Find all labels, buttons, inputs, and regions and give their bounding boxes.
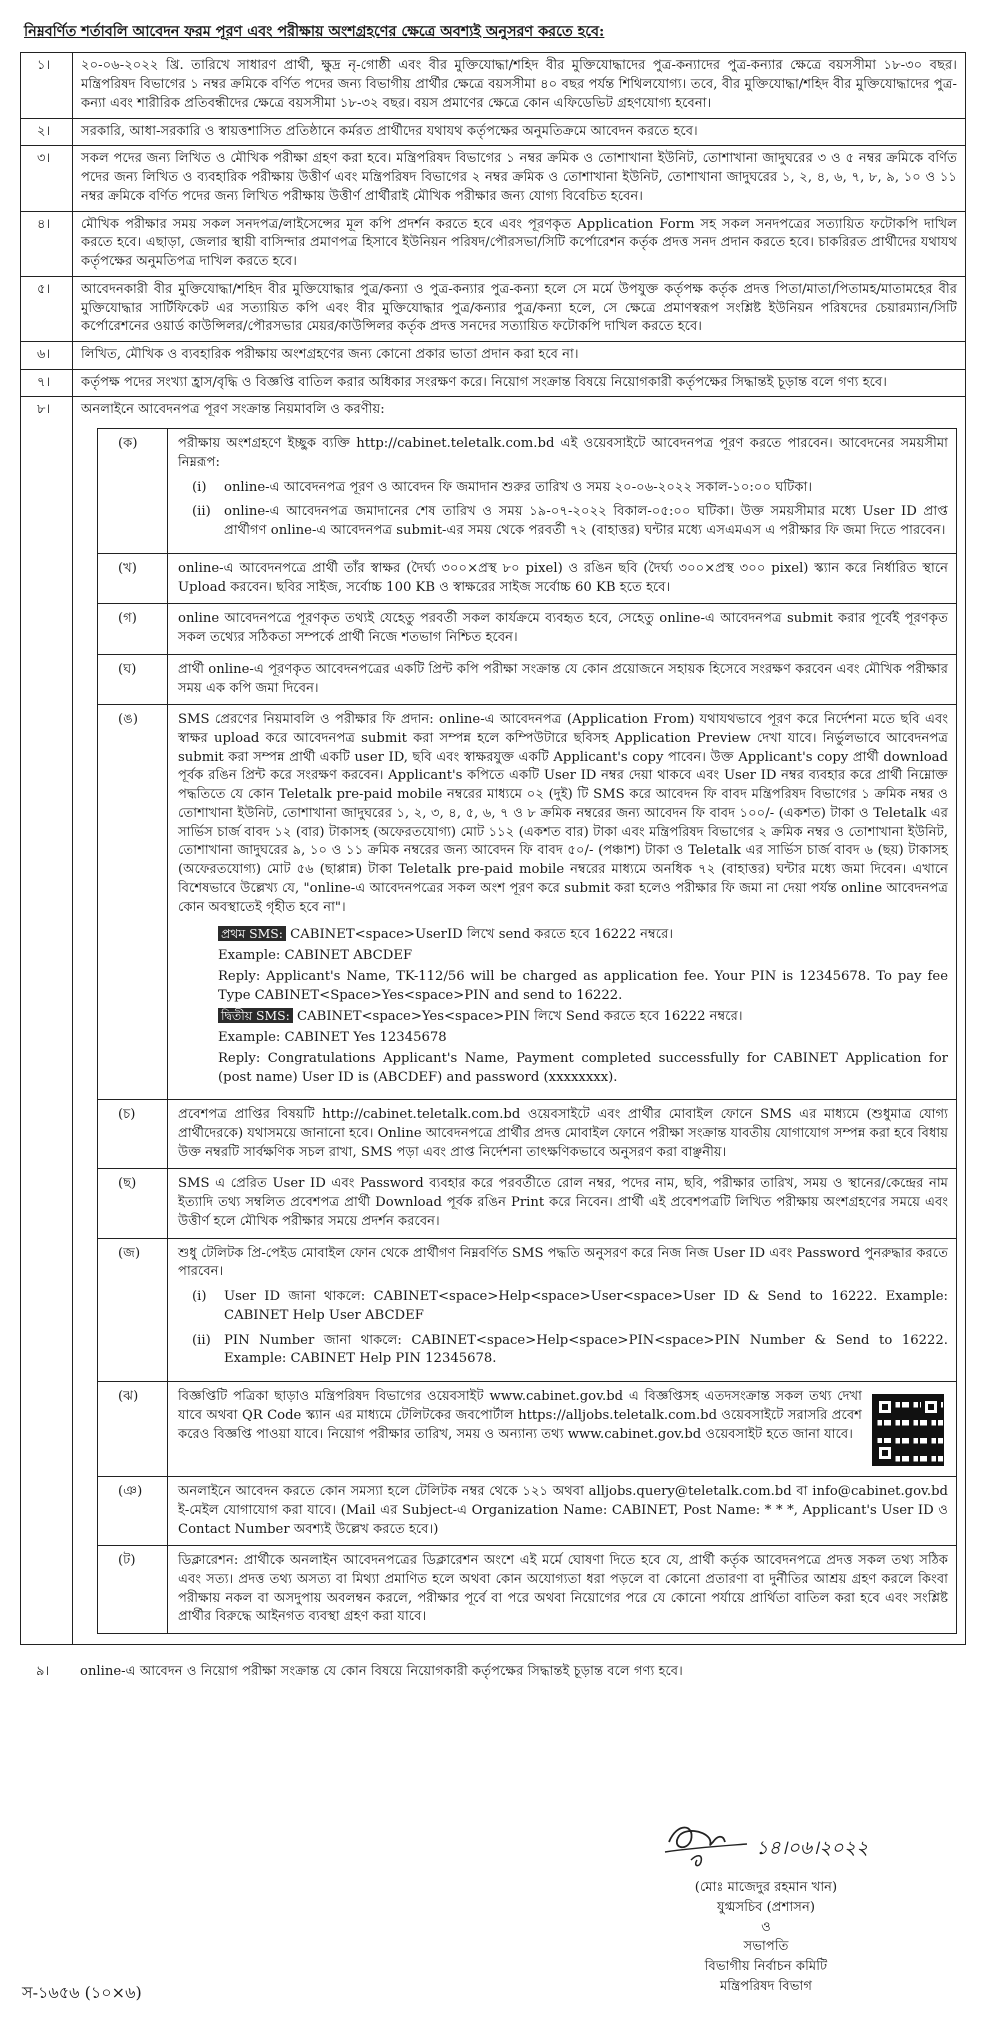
recovery-list bbox=[178, 1288, 948, 1369]
condition-text-wrapper bbox=[73, 397, 965, 1644]
condition-number: ৬। bbox=[21, 342, 73, 369]
rule-number: (ট) bbox=[98, 1546, 168, 1633]
rule-number: (ক) bbox=[98, 429, 168, 553]
online-rule-chha bbox=[98, 1169, 956, 1238]
condition-text: লিখিত, মৌখিক ও ব্যবহারিক পরীক্ষায় অংশগ্রহণের জন্য কোনো প্রকার ভাতা প্রদান করা হবে না। bbox=[81, 347, 579, 362]
deadline-text: online-এ আবেদনপত্র পূরণ ও আবেদন ফি জমাদান শুরুর তারিখ ও সময় ২০-০৬-২০২২ সকাল-১০:০০ ঘটিকা। bbox=[224, 479, 813, 495]
first-sms-line bbox=[218, 925, 948, 945]
signatory-committee: বিভাগীয় নির্বাচন কমিটি bbox=[704, 1959, 828, 1975]
rule-text: online আবেদনপত্রে পূরণকৃত তথ্যই যেহেতু পরবর্তী সকল কার্যক্রমে ব্যবহৃত হবে, সেহেতু online-এ আবেদনপত্র submit করার পূর্বেই পূরণকৃত সকল তথ্যের সঠিকতা সম্পর্কে প্রার্থী নিজে শতভাগ নিশ্চিত হবেন। bbox=[178, 611, 948, 646]
condition-text: অনলাইনে আবেদনপত্র পূরণ সংক্রান্ত নিয়মাবলি ও করণীয়: bbox=[81, 402, 385, 418]
online-rule-ja bbox=[98, 1239, 956, 1382]
rule-number: (ঘ) bbox=[98, 655, 168, 704]
rule-text: পরীক্ষায় অংশগ্রহণে ইচ্ছুক ব্যক্তি http://cabinet.teletalk.com.bd এই ওয়েবসাইটে আবেদনপত্র পূরণ করতে পারবেন। আবেদনের সময়সীমা নিম্নরূপ: bbox=[178, 436, 948, 470]
rule-number: (গ) bbox=[98, 604, 168, 653]
online-rules-table bbox=[97, 428, 957, 1634]
rule-number: (চ) bbox=[98, 1100, 168, 1168]
sms-instructions bbox=[218, 925, 948, 1087]
recovery-number: (i) bbox=[192, 1289, 207, 1305]
condition-text: সরকারি, আধা-সরকারি ও স্বায়ত্তশাসিত প্রতিষ্ঠানে কর্মরত প্রার্থীদের যথাযথ কর্তৃপক্ষের অনুমতিক্রমে আবেদন করতে হবে। bbox=[81, 123, 698, 139]
condition-number: ৪। bbox=[21, 212, 73, 276]
rule-text-wrapper bbox=[168, 705, 956, 1099]
rule-number: (ঝ) bbox=[98, 1382, 168, 1476]
online-rule-gha bbox=[98, 655, 956, 705]
deadline-number: (ii) bbox=[192, 504, 211, 520]
rule-text: প্রবেশপত্র প্রাপ্তির বিষয়টি http://cabinet.teletalk.com.bd ওয়েবসাইটে এবং প্রার্থীর মোবাইল ফোনে SMS এর মাধ্যমে (শুধুমাত্র যোগ্য প্রার্থীদেরকে) যথাসময়ে জানানো হবে। Online আবেদনপত্রে প্রার্থীর প্রদত্ত মোবাইল ফোনে পরীক্ষা সংক্রান্ত যাবতীয় যোগাযোগ সম্পন্ন করা হবে বিধায় উক্ত নম্বরটি সার্বক্ষণিক সচল রাখা, SMS পড়া এবং প্রাপ্ত নির্দেশনা তাৎক্ষণিকভাবে অনুসরণ করা বাঞ্ছনীয়। bbox=[178, 1107, 948, 1160]
condition-row-6 bbox=[21, 342, 965, 370]
qr-code-icon[interactable] bbox=[872, 1394, 944, 1466]
rule-text: online-এ আবেদনপত্রে প্রার্থী তাঁর স্বাক্ষর (দৈর্ঘ্য ৩০০×প্রস্থ ৮০ pixel) ও রঙিন ছবি (দৈর্ঘ্য ৩০০×প্রস্থ ৩০০ pixel) স্ক্যান করে নির্ধারিত স্থানে Upload করবেন। ছবির সাইজ, সর্বোচ্চ 100 KB ও স্বাক্ষরের সাইজ সর্বোচ্চ 60 KB হতে হবে। bbox=[178, 560, 948, 595]
signatory-department: মন্ত্রিপরিষদ বিভাগ bbox=[719, 1978, 813, 1994]
condition-number: ৮। bbox=[21, 397, 73, 1644]
rule-text: অনলাইনে আবেদন করতে কোন সমস্যা হলে টেলিটক নম্বর থেকে ১২১ অথবা alljobs.query@teletalk.com.bd বা info@cabinet.gov.bd ই-মেইল যোগাযোগ করা যাবে। (Mail এর Subject-এ Organization Name: CABINET, Post Name: * * *, Applicant's User ID ও Contact Number অবশ্যই উল্লেখ করতে হবে।) bbox=[178, 1484, 948, 1537]
condition-row-2 bbox=[21, 119, 965, 147]
conditions-heading: নিম্নবর্ণিত শর্তাবলি আবেদন ফরম পূরণ এবং পরীক্ষায় অংশগ্রহণের ক্ষেত্রে অবশ্যই অনুসরণ করতে হবে: bbox=[24, 23, 605, 40]
condition-text: online-এ আবেদন ও নিয়োগ পরীক্ষা সংক্রান্ত যে কোন বিষয়ে নিয়োগকারী কর্তৃপক্ষের সিদ্ধান্তই চূড়ান্ত বলে গণ্য হবে। bbox=[80, 1664, 683, 1680]
condition-row-7 bbox=[21, 370, 965, 398]
rule-number: (ছ) bbox=[98, 1169, 168, 1237]
rule-number: (খ) bbox=[98, 554, 168, 603]
deadline-list bbox=[178, 479, 948, 541]
rule-text: SMS প্রেরণের নিয়মাবলি ও পরীক্ষার ফি প্রদান: online-এ আবেদনপত্র (Application From) যথাযথভাবে পূরণ করে নির্দেশনা মতে ছবি এবং স্বাক্ষর upload করে আবেদনপত্র submit করা সম্পন্ন হলে কম্পিউটারে ছবিসহ Application Preview দেখা যাবে। নির্ভুলভাবে আবেদনপত্র submit করা সম্পন্ন প্রার্থী একটি user ID, ছবি এবং স্বাক্ষরযুক্ত একটি Applicant's copy পাবেন। উক্ত Applicant's copy প্রার্থী download পূর্বক রঙিন প্রিন্ট করে সংরক্ষণ করবেন। Applicant's কপিতে একটি User ID নম্বর দেয়া থাকবে এবং User ID নম্বর ব্যবহার করে প্রার্থী নিম্নোক্ত পদ্ধতিতে যে কোন Teletalk pre-paid mobile নম্বরের মাধ্যমে ০২ (দুই) টি SMS করে আবেদন ফি বাবদ মন্ত্রিপরিষদ বিভাগের ১ ক্রমিক নম্বর ও তোশাখানা ইউনিট, তোশাখানা জাদুঘরের ১, ২, ৩, ৪, ৫, ৬, ৭ ও ৮ ক্রমিক নম্বরের জন্য আবেদন ফি বাবদ ১০০/- (একশত) টাকা ও Teletalk এর সার্ভিস চার্জ বাবদ ১২ (বার) টাকাসহ (অফেরতযোগ্য) মোট ১১২ (একশত বার) টাকা এবং মন্ত্রিপরিষদ বিভাগের ২ ক্রমিক নম্বর ও তোশাখানা ইউনিট, তোশাখানা জাদুঘরের ৯, ১০ ও ১১ ক্রমিক নম্বরের জন্য আবেদন ফি বাবদ ৫০/- (পঞ্চাশ) টাকা ও Teletalk এর সার্ভিস চার্জ বাবদ ৬ (ছয়) টাকাসহ (অফেরতযোগ্য) মোট ৫৬ (ছাপ্পান্ন) টাকা Teletalk pre-paid mobile নম্বরের মাধ্যমে অনধিক ৭২ (বাহাত্তর) ঘন্টার মধ্যে জমা দিবেন। এখানে বিশেষভাবে উল্লেখ্য যে, "online-এ আবেদনপত্রের সকল অংশ পূরণ করে submit করা হলেও পরীক্ষার ফি জমা না দেয়া পর্যন্ত online আবেদনপত্র কোন অবস্থাতেই গৃহীত হবে না"। bbox=[178, 712, 948, 915]
online-rule-cha bbox=[98, 1100, 956, 1169]
condition-row-5 bbox=[21, 277, 965, 342]
condition-text: সকল পদের জন্য লিখিত ও মৌখিক পরীক্ষা গ্রহণ করা হবে। মন্ত্রিপরিষদ বিভাগের ১ নম্বর ক্রমিক ও তোশাখানা ইউনিট, তোশাখানা জাদুঘরের ৩ ও ৫ নম্বর ক্রমিকে বর্ণিত পদের জন্য লিখিত ও ব্যবহারিক পরীক্ষায় উত্তীর্ণ এবং মন্ত্রিপরিষদ বিভাগের ২ নম্বর ক্রমিক ও তোশাখানা ইউনিট, তোশাখানা জাদুঘরের ১, ২, ৪, ৬, ৭, ৮, ৯, ১০ ও ১১ নম্বর ক্রমিকে বর্ণিত পদের জন্য লিখিত পরীক্ষায় উত্তীর্ণ প্রার্থীরাই মৌখিক পরীক্ষার জন্য যোগ্য বিবেচিত হবেন। bbox=[81, 151, 957, 204]
condition-text: মৌখিক পরীক্ষার সময় সকল সনদপত্র/লাইসেন্সের মূল কপি প্রদর্শন করতে হবে এবং পূরণকৃত Application Form সহ সকল সনদপত্রের সত্যায়িত ফটোকপি দাখিল করতে হবে। এছাড়া, জেলার স্থায়ী বাসিন্দার প্রমাণপত্র হিসাবে ইউনিয়ন পরিষদ/পৌরসভা/সিটি কর্পোরেশন কর্তৃক প্রদত্ত সনদ প্রদান করতে হবে। চাকরিরত প্রার্থীদের যথাযথ কর্তৃপক্ষের অনুমতিপত্র দাখিল করতে হবে। bbox=[81, 216, 957, 270]
rule-number: (ঙ) bbox=[98, 705, 168, 1099]
condition-number: ১। bbox=[21, 53, 73, 117]
first-sms-label: প্রথম SMS: bbox=[218, 926, 286, 941]
rule-number: (ঞ) bbox=[98, 1477, 168, 1545]
rule-text: বিজ্ঞপ্তিটি পত্রিকা ছাড়াও মন্ত্রিপরিষদ বিভাগের ওয়েবসাইট www.cabinet.gov.bd এ বিজ্ঞপ্তিসহ এতদসংক্রান্ত সকল তথ্য দেখা যাবে অথবা QR Code স্ক্যান এর মাধ্যমে টেলিটকের জবপোর্টাল https://alljobs.teletalk.com.bd ওয়েবসাইটে সরাসরি প্রবেশ করেও বিজ্ঞপ্তি পাওয়া যাবে। নিয়োগ পরীক্ষার তারিখ, সময় ও অন্যান্য তথ্য www.cabinet.gov.bd ওয়েবসাইট হতে জানা যাবে। bbox=[178, 1389, 862, 1442]
condition-row-1 bbox=[21, 53, 965, 118]
second-sms-example: Example: CABINET Yes 12345678 bbox=[218, 1030, 447, 1046]
deadline-item bbox=[192, 503, 948, 540]
condition-number: ৯। bbox=[36, 1664, 50, 1680]
condition-number: ২। bbox=[21, 119, 73, 146]
second-sms-line bbox=[218, 1007, 948, 1027]
condition-number: ৫। bbox=[21, 277, 73, 341]
signatory-role: সভাপতি bbox=[743, 1939, 789, 1955]
rule-text: শুধু টেলিটক প্রি-পেইড মোবাইল ফোন থেকে প্রার্থীগণ নিম্নবর্ণিত SMS পদ্ধতি অনুসরণ করে নিজ নিজ User ID এবং Password পুনরুদ্ধার করতে পারবেন। bbox=[178, 1245, 948, 1280]
rule-text: SMS এ প্রেরিত User ID এবং Password ব্যবহার করে পরবর্তীতে রোল নম্বর, পদের নাম, ছবি, পরীক্ষার তারিখ, সময় ও স্থানের/কেন্দ্রের নাম ইত্যাদি তথ্য সম্বলিত প্রবেশপত্র প্রার্থী Download পূর্বক রঙিন Print করে নিবেন। প্রার্থী এই প্রবেশপত্রটি লিখিত পরীক্ষায় অংশগ্রহণের সময়ে এবং উত্তীর্ণ হলে মৌখিক পরীক্ষার সময়ে প্রদর্শন করবেন। bbox=[178, 1176, 948, 1229]
first-sms-example: Example: CABINET ABCDEF bbox=[218, 948, 413, 964]
second-sms-text: CABINET<space>Yes<space>PIN লিখে Send করতে হবে 16222 নম্বরে। bbox=[297, 1009, 743, 1025]
condition-row-4 bbox=[21, 212, 965, 277]
recovery-item bbox=[192, 1332, 948, 1369]
online-rule-jha bbox=[98, 1382, 956, 1477]
condition-number: ৭। bbox=[21, 370, 73, 397]
recovery-text: PIN Number জানা থাকলে: CABINET<space>Help<space>PIN<space>PIN Number & Send to 16222. Example: CABINET Help PIN 12345678. bbox=[224, 1332, 948, 1367]
rule-text-wrapper bbox=[168, 1382, 956, 1476]
online-rule-ta bbox=[98, 1546, 956, 1633]
signature-date: ১৪।০৬।২০২২ bbox=[756, 1837, 869, 1859]
signatory-name: (মোঃ মাজেদুর রহমান খান) bbox=[694, 1880, 838, 1895]
condition-text: ২০-০৬-২০২২ খ্রি. তারিখে সাধারণ প্রার্থী, ক্ষুদ্র নৃ-গোষ্ঠী এবং বীর মুক্তিযোদ্ধা/শহিদ বীর মুক্তিযোদ্ধাদের পুত্র-কন্যাদের পুত্র-কন্যার ক্ষেত্রে বয়সসীমা ১৮-৩০ বছর। মন্ত্রিপরিষদ বিভাগের ১ নম্বর ক্রমিকে বর্ণিত পদের জন্য বিভাগীয় প্রার্থীর ক্ষেত্রে বয়সসীমা ৪০ বছর পর্যন্ত শিথিলযোগ্য। তবে, বীর মুক্তিযোদ্ধা/শহিদ বীর মুক্তিযোদ্ধাদের পুত্র-কন্যা এবং শারীরিক প্রতিবন্ধীদের ক্ষেত্রে বয়সসীমা ১৮-৩২ বছর। বয়স প্রমাণের ক্ষেত্রে কোন এফিডেভিট গ্রহণযোগ্য হবেনা। bbox=[81, 58, 957, 111]
deadline-item bbox=[192, 479, 948, 498]
online-rule-uma bbox=[98, 705, 956, 1100]
rule-number: (জ) bbox=[98, 1239, 168, 1381]
conditions-table bbox=[20, 52, 966, 1645]
second-sms-reply: Reply: Congratulations Applicant's Name, Payment completed successfully for CABINET Application for (post name) User ID is (ABCDEF) and password (xxxxxxxx). bbox=[218, 1050, 948, 1085]
condition-row-3 bbox=[21, 146, 965, 211]
online-rule-nya bbox=[98, 1477, 956, 1546]
signature-block bbox=[636, 1812, 896, 1997]
notice-page bbox=[20, 22, 966, 1686]
condition-row-8 bbox=[21, 397, 965, 1644]
rule-text: প্রার্থী online-এ পূরণকৃত আবেদনপত্রের একটি প্রিন্ট কপি পরীক্ষা সংক্রান্ত যে কোন প্রয়োজনে সহায়ক হিসেবে সংরক্ষণ করবেন এবং মৌখিক পরীক্ষার সময় এক কপি জমা দিবেন। bbox=[178, 661, 948, 696]
condition-row-9 bbox=[20, 1659, 966, 1686]
signatory-and: ও bbox=[761, 1919, 771, 1935]
online-rule-ka bbox=[98, 429, 956, 554]
rule-text-wrapper bbox=[168, 1239, 956, 1381]
condition-text: কর্তৃপক্ষ পদের সংখ্যা হ্রাস/বৃদ্ধি ও বিজ্ঞপ্তি বাতিল করার অধিকার সংরক্ষণ করে। নিয়োগ সংক্রান্ত বিষয়ে নিয়োগকারী কর্তৃপক্ষের সিদ্ধান্তই চূড়ান্ত বলে গণ্য হবে। bbox=[81, 374, 887, 390]
rule-text-wrapper bbox=[168, 429, 956, 553]
second-sms-label: দ্বিতীয় SMS: bbox=[218, 1008, 293, 1023]
footer-reference-code: স-১৬৫৬ (১০×৬) bbox=[22, 1983, 142, 2002]
recovery-text: User ID জানা থাকলে: CABINET<space>Help<space>User<space>User ID & Send to 16222. Example: CABINET Help User ABCDEF bbox=[224, 1289, 948, 1323]
deadline-text: online-এ আবেদনপত্র জমাদানের শেষ তারিখ ও সময় ১৯-০৭-২০২২ বিকাল-০৫:০০ ঘটিকা। উক্ত সময়সীমার মধ্যে User ID প্রাপ্ত প্রার্থীগণ online-এ আবেদনপত্র submit-এর সময় থেকে পরবর্তী ৭২ (বাহাত্তর) ঘন্টার মধ্যে এসএমএস এ পরীক্ষার ফি জমা দিতে পারবেন। bbox=[224, 504, 948, 539]
deadline-number: (i) bbox=[192, 479, 207, 495]
condition-text: আবেদনকারী বীর মুক্তিযোদ্ধা/শহিদ বীর মুক্তিযোদ্ধার পুত্র/কন্যা ও পুত্র-কন্যার পুত্র-কন্যা হলে সে মর্মে উপযুক্ত কর্তৃপক্ষ কর্তৃক প্রদত্ত পিতা/মাতা/পিতামহ/মাতামহের বীর মুক্তিযোদ্ধার সার্টিফিকেট এর সত্যায়িত কপি এবং বীর মুক্তিযোদ্ধার পুত্র/কন্যার পুত্র/কন্যা হলে, সে ক্ষেত্রে প্রমাণস্বরূপ সংশ্লিষ্ট ইউনিয়ন পরিষদের চেয়ারম্যান/সিটি কর্পোরেশনের ওয়ার্ড কাউন্সিলর/পৌরসভার মেয়র/কাউন্সিলর কর্তৃক প্রদত্ত সনদের সত্যায়িত ফটোকপি দাখিল করতে হবে। bbox=[81, 281, 957, 335]
first-sms-text: CABINET<space>UserID লিখে send করতে হবে 16222 নম্বরে। bbox=[290, 927, 674, 943]
online-rule-kha bbox=[98, 554, 956, 604]
rule-text: ডিক্লারেশন: প্রার্থীকে অনলাইন আবেদনপত্রের ডিক্লারেশন অংশে এই মর্মে ঘোষণা দিতে হবে যে, প্রার্থী কর্তৃক আবেদনপত্রে প্রদত্ত সকল তথ্য সঠিক এবং সত্য। প্রদত্ত তথ্য অসত্য বা মিথ্যা প্রমাণিত হলে অথবা কোন অযোগ্যতা ধরা পড়লে বা কোনো প্রতারণা বা দুর্নীতির আশ্রয় গ্রহণ করলে কিংবা পরীক্ষায় নকল বা অসদুপায় অবলম্বন করলে, পরীক্ষার পূর্বে বা পরে অথবা নিয়োগের পরে যে কোনো পর্যায়ে প্রার্থিতা বাতিল করা হবে এবং সংশ্লিষ্ট প্রার্থীর বিরুদ্ধে আইনগত ব্যবস্থা গ্রহণ করা যাবে। bbox=[178, 1553, 948, 1625]
recovery-item bbox=[192, 1288, 948, 1325]
online-rule-ga bbox=[98, 604, 956, 654]
signatory-designation: যুগ্মসচিব (প্রশাসন) bbox=[716, 1899, 816, 1915]
recovery-number: (ii) bbox=[192, 1332, 211, 1348]
first-sms-reply: Reply: Applicant's Name, TK-112/56 will be charged as application fee. Your PIN is 12345678. To pay fee Type CABINET<Space>Yes<space>PIN and send to 16222. bbox=[218, 968, 948, 1003]
condition-number: ৩। bbox=[21, 146, 73, 210]
